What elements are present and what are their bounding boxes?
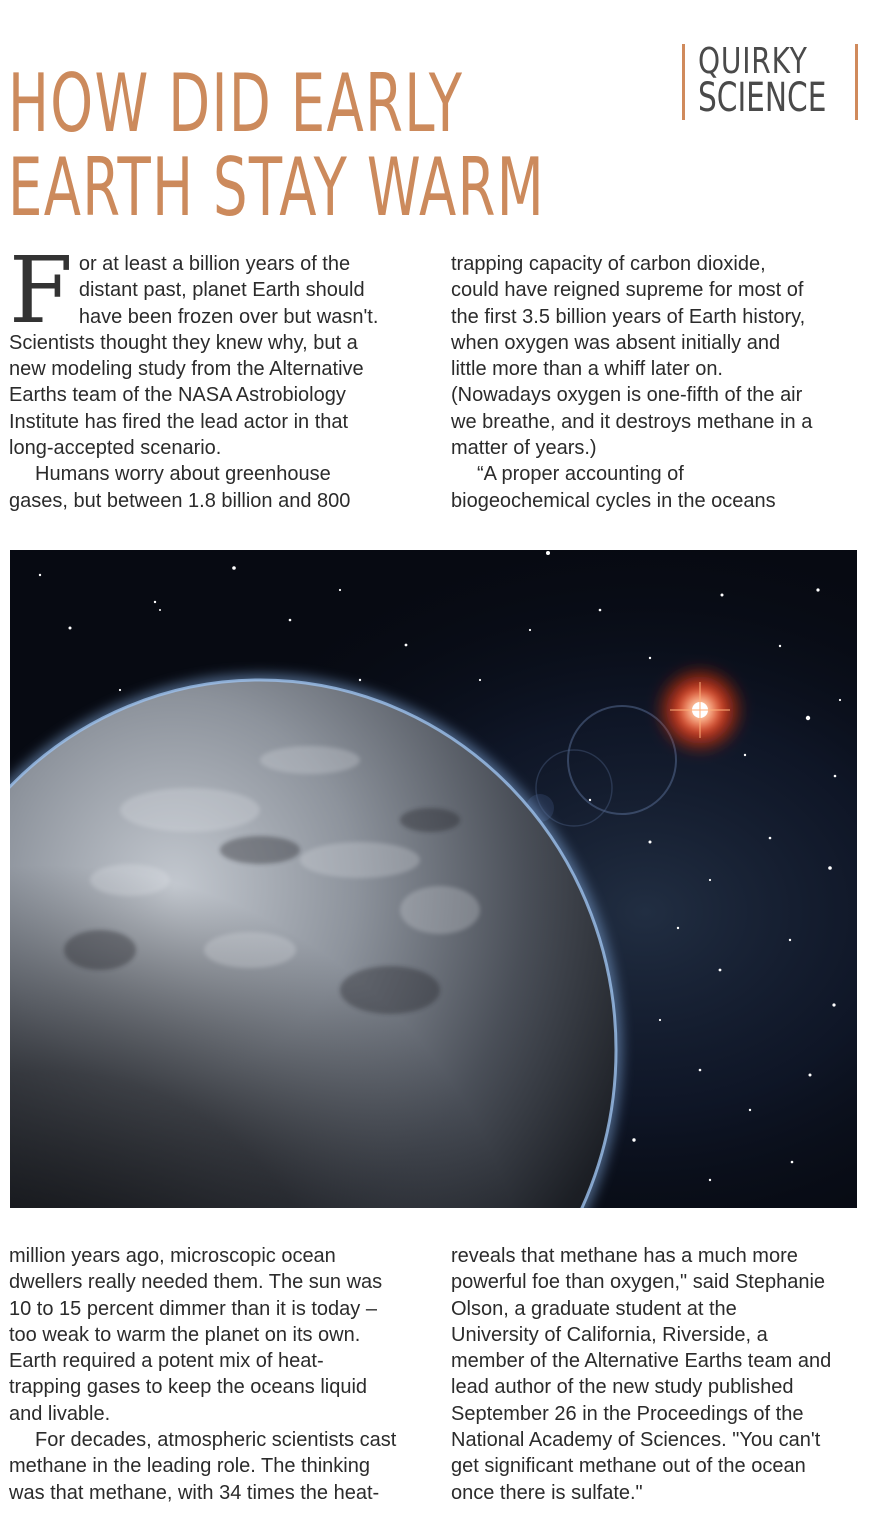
text-line: new modeling study from the Alternative: [9, 358, 364, 381]
space-illustration: [10, 550, 857, 1208]
text-line: Olson, a graduate student at the: [451, 1297, 737, 1320]
text-line: 10 to 15 percent dimmer than it is today –: [9, 1297, 377, 1320]
text-line: could have reigned supreme for most of: [451, 279, 804, 302]
text-line: methane in the leading role. The thinking: [9, 1455, 370, 1478]
paragraph: [451, 251, 865, 461]
headline-line-1: HOW DID EARLY: [8, 57, 464, 150]
text-line: too weak to warm the planet on its own.: [9, 1323, 361, 1346]
article-column-4: [451, 1243, 865, 1506]
article-column-1: [9, 237, 423, 514]
paragraph: [451, 461, 865, 514]
text-line: lead author of the new study published: [451, 1376, 794, 1399]
text-line: powerful foe than oxygen," said Stephanie: [451, 1271, 826, 1294]
paragraph: [451, 1243, 865, 1506]
text-line: little more than a whiff later on.: [451, 358, 723, 381]
text-line: gases, but between 1.8 billion and 800: [9, 489, 351, 512]
badge-word-quirky: QUIRKY: [698, 41, 808, 82]
badge-word-science: SCIENCE: [698, 75, 827, 121]
text-line: distant past, planet Earth should: [78, 279, 365, 302]
text-line: have been frozen over but wasn't.: [78, 305, 379, 328]
article-column-2: [451, 251, 865, 514]
text-line: when oxygen was absent initially and: [451, 331, 781, 354]
article-column-3: [9, 1243, 423, 1506]
paragraph: [9, 1427, 423, 1506]
text-line: trapping capacity of carbon dioxide,: [451, 253, 766, 275]
text-line: Institute has fired the lead actor in that: [9, 410, 349, 433]
text-line: Earth required a potent mix of heat-: [9, 1350, 324, 1373]
badge-right-bar: [855, 44, 858, 120]
paragraph: [9, 1243, 423, 1427]
text-line: reveals that methane has a much more: [451, 1245, 798, 1267]
text-line: “A proper accounting of: [477, 463, 684, 486]
planet-illustration: [10, 550, 857, 1208]
text-line: Earths team of the NASA Astrobiology: [9, 384, 346, 407]
text-line: matter of years.): [451, 437, 597, 460]
text-line: trapping gases to keep the oceans liquid: [9, 1376, 368, 1399]
text-line: For decades, atmospheric scientists cast: [35, 1429, 397, 1452]
paragraph: [9, 461, 423, 514]
text-line: biogeochemical cycles in the oceans: [451, 489, 776, 512]
text-line: was that methane, with 34 times the heat-: [9, 1481, 380, 1504]
paragraph: [9, 237, 423, 461]
text-line: dwellers really needed them. The sun was: [9, 1271, 383, 1294]
text-line: long-accepted scenario.: [9, 437, 222, 460]
text-line: Humans worry about greenhouse: [35, 463, 331, 486]
text-line: once there is sulfate.": [451, 1481, 643, 1504]
text-line: September 26 in the Proceedings of the: [451, 1402, 804, 1425]
text-line: or at least a billion years of the: [78, 253, 351, 275]
text-line: National Academy of Sciences. "You can't: [451, 1429, 821, 1452]
text-line: (Nowadays oxygen is one-fifth of the air: [451, 384, 803, 407]
text-line: we breathe, and it destroys methane in a: [451, 410, 813, 433]
text-line: University of California, Riverside, a: [451, 1323, 768, 1346]
text-line: and livable.: [9, 1402, 111, 1425]
text-line: Scientists thought they knew why, but a: [9, 331, 358, 354]
text-line: get significant methane out of the ocean: [451, 1455, 806, 1478]
text-line: the first 3.5 billion years of Earth history,: [451, 305, 806, 328]
drop-cap: F: [9, 237, 73, 344]
text-line: member of the Alternative Earths team and: [451, 1350, 832, 1373]
headline-line-2: EARTH STAY WARM: [8, 141, 546, 234]
text-line: million years ago, microscopic ocean: [9, 1245, 336, 1267]
